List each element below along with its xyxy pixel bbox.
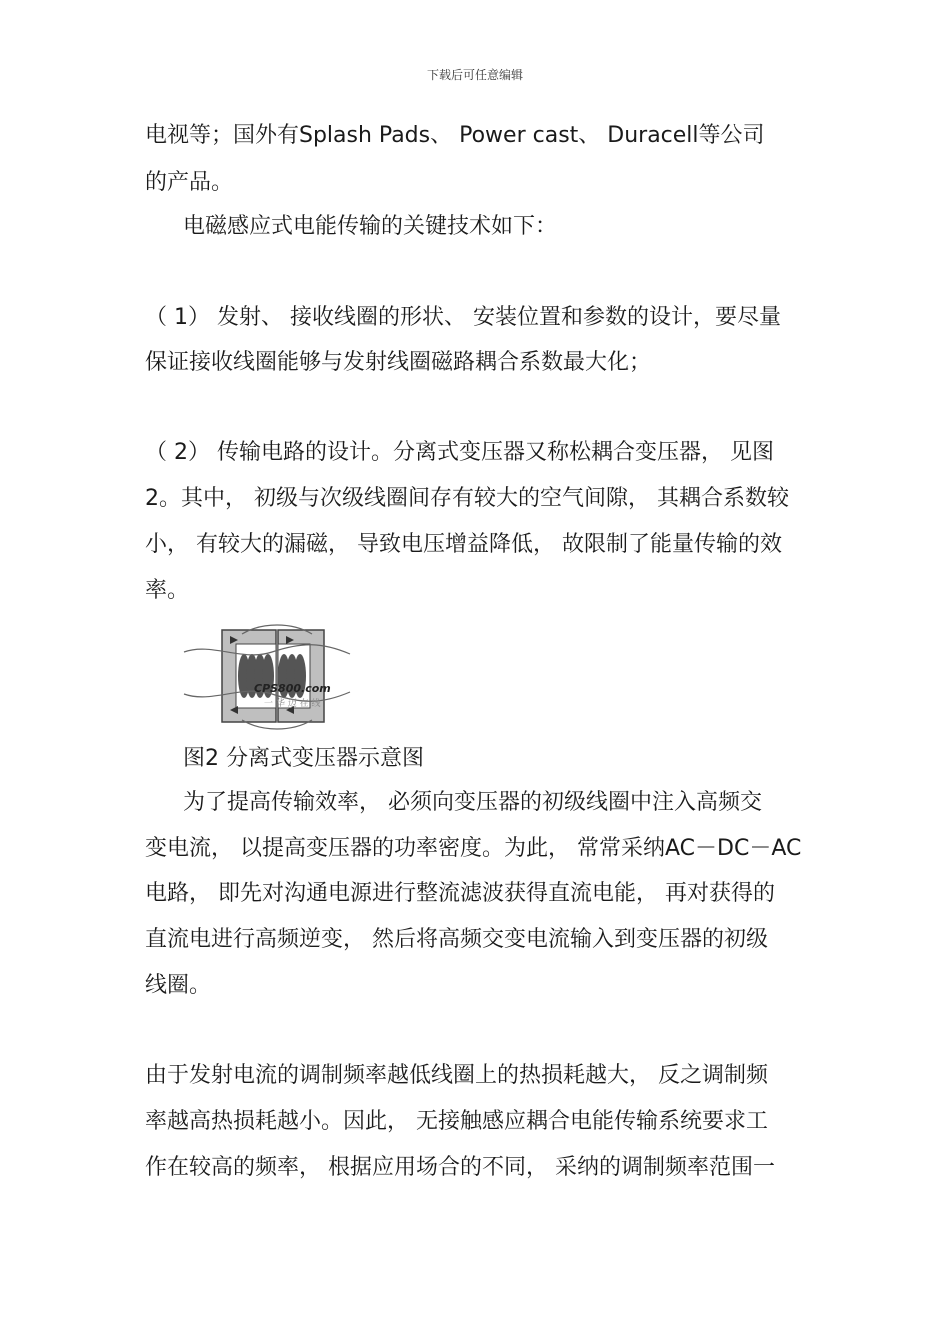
paragraph-line: 电磁感应式电能传输的关键技术如下： [183,214,558,239]
paragraph-line: 2。其中， 初级与次级线圈间存有较大的空气间隙， 其耦合系数较 [145,486,789,511]
figure-caption: 图2 分离式变压器示意图 [183,746,424,771]
paragraph-line: 电视等；国外有Splash Pads、 Power cast、 Duracell等公司 [145,123,765,148]
paragraph-line: 率越高热损耗越小。因此， 无接触感应耦合电能传输系统要求工 [145,1109,768,1134]
paragraph-line: 为了提高传输效率， 必须向变压器的初级线圈中注入高频交 [183,790,762,815]
paragraph-line: 由于发射电流的调制频率越低线圈上的热损耗越大， 反之调制频 [145,1063,768,1088]
page-header: 下载后可任意编辑 [426,68,523,82]
figure-watermark-sub: 一 华 迈 在 线 [264,699,321,709]
paragraph-line: 率。 [145,578,190,603]
paragraph-line: 变电流， 以提高变压器的功率密度。为此， 常常采纳AC－DC－AC [145,836,802,861]
paragraph-line: （ 1） 发射、 接收线圈的形状、 安装位置和参数的设计，要尽量 [145,305,781,330]
paragraph-line: 作在较高的频率， 根据应用场合的不同， 采纳的调制频率范围一 [145,1155,775,1180]
paragraph-line: 直流电进行高频逆变， 然后将高频交变电流输入到变压器的初级 [145,927,768,952]
paragraph-line: （ 2） 传输电路的设计。分离式变压器又称松耦合变压器， 见图 [145,440,774,465]
paragraph-line: 电路， 即先对沟通电源进行整流滤波获得直流电能， 再对获得的 [145,881,775,906]
paragraph-line: 的产品。 [145,170,234,195]
figure-watermark: CPS800.com [254,682,331,695]
paragraph-line: 线圈。 [145,973,212,998]
paragraph-line: 保证接收线圈能够与发射线圈磁路耦合系数最大化； [145,350,652,375]
paragraph-line: 小， 有较大的漏磁， 导致电压增益降低， 故限制了能量传输的效 [145,532,782,557]
transformer-figure [182,622,352,732]
